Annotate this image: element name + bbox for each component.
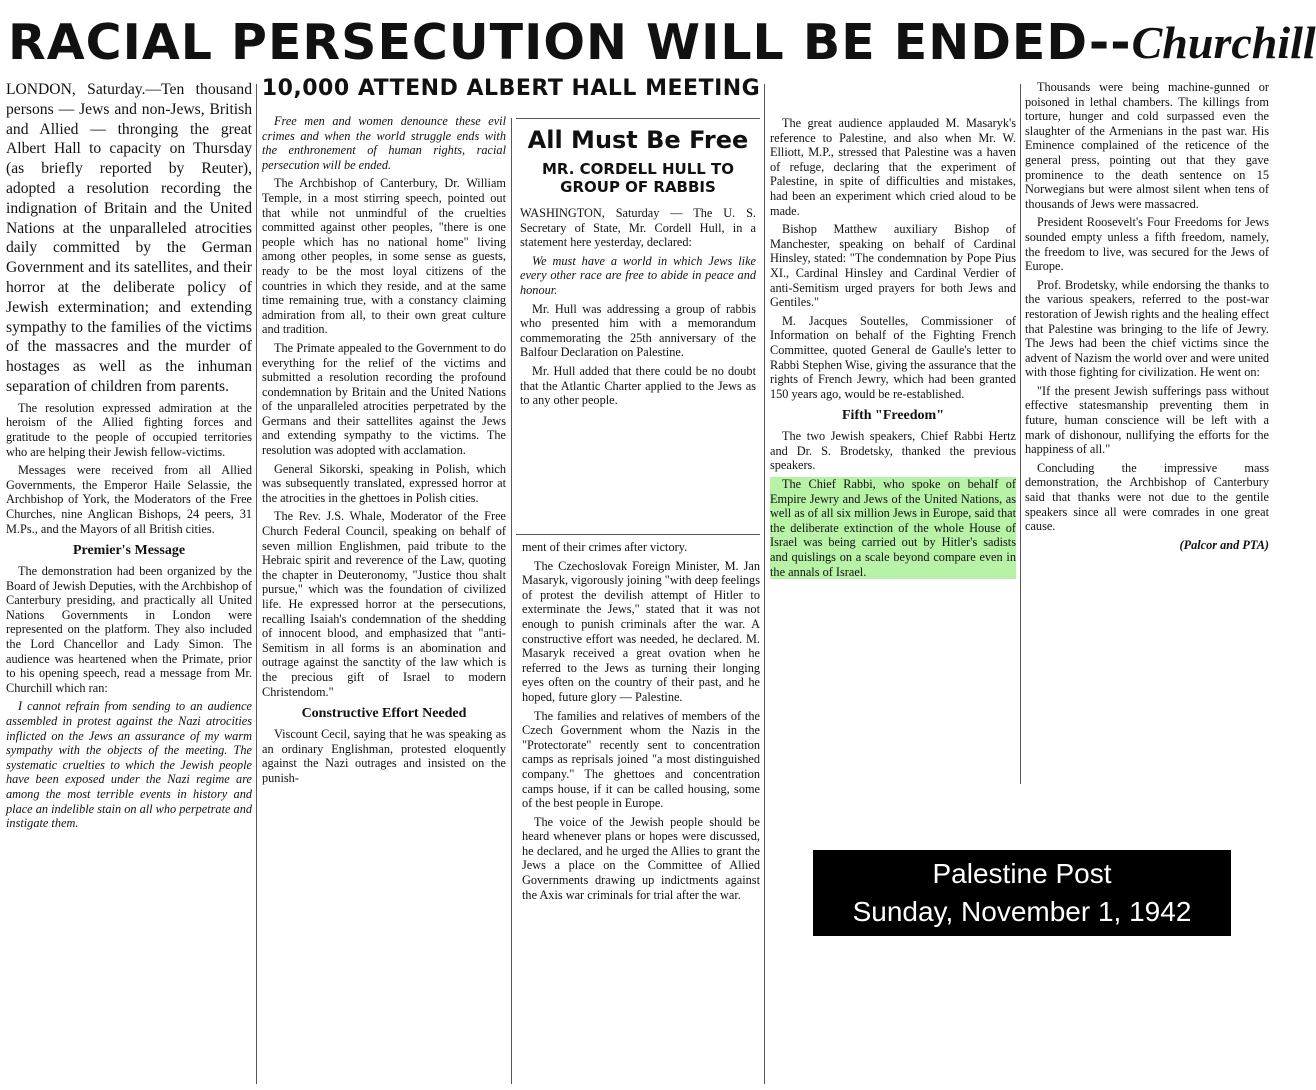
column-1 (6, 80, 252, 1086)
article-paragraph: Viscount Cecil, saying that he was speaking as an ordinary Englishman, protested eloquently against the Nazi outrages and insisted on the punish- (262, 727, 506, 785)
box-title: All Must Be Free (527, 126, 749, 154)
article-paragraph: Mr. Hull was addressing a group of rabbis who presented him with a memorandum commemorating the 25th anniversary of the Balfour Declaration on Palestine. (520, 301, 756, 360)
section-heading: Fifth "Freedom" (842, 408, 944, 424)
subheadline: 10,000 ATTEND ALBERT HALL MEETING (261, 76, 761, 101)
byline-credit: (Palcor and PTA) (1179, 537, 1269, 552)
caption-publication: Palestine Post (932, 858, 1112, 889)
column-rule (1020, 84, 1021, 784)
article-paragraph: ment of their crimes after victory. (522, 540, 688, 554)
article-paragraph: The demonstration had been organized by the Board of Jewish Deputies, with the Archbishop of Canterbury presiding, and practically all United Nations Governments in London were represented on the platform. They also included the Lord Chancellor and Lady Simon. The audience was heartened when the Primate, prior to his opening speech, read a message from Mr. Churchill which ran: (6, 564, 252, 695)
caption-box (813, 850, 1231, 936)
article-paragraph: The great audience applauded M. Masaryk's reference to Palestine, and also when Mr. W. Elliott, M.P., stressed that Palestine was a haven of refuge, declaring that the experiment of Palestine, in spite of difficulties and mistakes, had been an experiment which cried aloud to be made. (770, 116, 1016, 218)
article-paragraph: The two Jewish speakers, Chief Rabbi Hertz and Dr. S. Brodetsky, thanked the previous speakers. (770, 429, 1016, 473)
article-paragraph: The Archbishop of Canterbury, Dr. William Temple, in a most stirring speech, pointed out that while not unmindful of the cruelties committed against other peoples, "there is one people which has no national home" living among other peoples, in some sense as guests, ready to be the most loyal citizens of the countries in which they reside, and at the same time remaining true, with a constancy claiming admiration from all, to their own great culture and tradition. (262, 176, 506, 337)
article-paragraph: The resolution expressed admiration at the heroism of the Allied fighting forces and gratitude to the people of occupied territories who are helping their Jewish fellow-victims. (6, 400, 252, 459)
article-paragraph: The voice of the Jewish people should be heard whenever plans or hopes were discussed, he declared, and he urged the Allies to grant the Jews a place on the Committee of Allied Governments drawing up indictments against the Axis war criminals for trial after the war. (522, 814, 760, 902)
column-rule (764, 84, 765, 1084)
article-paragraph: The Czechoslovak Foreign Minister, M. Jan Masaryk, vigorously joining "with deep feelings of protest the devilish attempt of Hitler to exterminate the Jews," stated that it was not enough to punish criminals after the war. A constructive effort was needed, he declared. M. Masaryk received a great ovation when he referred to the Jews as turning their longing eyes often on the country of their past, and he hoped, future glory — Palestine. (522, 558, 760, 704)
column-3 (522, 540, 760, 1086)
article-paragraph: Concluding the impressive mass demonstration, the Archbishop of Canterbury said that thanks were not due to the gentile speakers since all were comrades in one great cause. (1025, 460, 1269, 534)
section-heading: Premier's Message (72, 543, 186, 559)
article-paragraph: Prof. Brodetsky, while endorsing the thanks to the various speakers, referred to the post-war restoration of Jewish rights and the healing effect that Palestine was bringing to the life of Jewry. The Jews had been the chief victims since the advent of Nazism the world over and were united with those fighting for civilization. He went on: (1025, 277, 1269, 380)
column-5 (1025, 80, 1269, 790)
caption-date: Sunday, November 1, 1942 (852, 896, 1192, 927)
column-rule (511, 118, 512, 1084)
churchill-message: I cannot refrain from sending to an audience assembled in protest against the Nazi atrocities inflicted on the Jews an assurance of my warm sympathy with the objects of the meeting. The systematic cruelties to which the Jewish people have been exposed under the Nazi regime are among the most terrible events in history and place an indelible stain on all who perpetrate and instigate them. (6, 699, 252, 831)
hull-quote: We must have a world in which Jews like every other race are free to abide in peace and honour. (520, 253, 756, 297)
box-subtitle: MR. CORDELL HULL TO GROUP OF RABBIS (541, 160, 735, 196)
article-paragraph: "If the present Jewish sufferings pass without effective statesmanship preventing them in future, human conscience will be left with a mark of dishonour, nullifying the efforts for the happiness of all." (1025, 383, 1269, 457)
column-2 (262, 114, 506, 1086)
headline (8, 14, 1316, 78)
article-paragraph: The Rev. J.S. Whale, Moderator of the Free Church Federal Council, speaking on behalf of seven million Englishmen, paid tribute to the Hebraic spirit and reverence of the Law, quoting the chapter in Deuteronomy, "Justice thou shalt pursue," which was the foundation of civilized life. He expressed horror at the persecutions, recalling Isaiah's condemnation of the shedding of innocent blood, and emphasized that "anti-Semitism in all forms is an abomination and outrage against the sanctity of the law which is the precious gift of Israel to modern Christendom." (262, 509, 506, 699)
article-paragraph: The Primate appealed to the Government to do everything for the relief of the victims and submitted a resolution recording the profound condemnation by Britain and the United Nations of the unparalleled atrocities perpetrated by the Germans and their sattellites against the Jews and extending sympathy to the victims. The resolution was adopted with acclamation. (262, 340, 506, 458)
article-paragraph: General Sikorski, speaking in Polish, which was subsequently translated, expressed horror at the atrocities in the ghettoes in Polish cities. (262, 461, 506, 505)
highlighted-paragraph: The Chief Rabbi, who spoke on behalf of Empire Jewry and Jews of the United Nations, as well as of all six million Jews in Europe, said that the deliberate extinction of the whole House of Israel was being carried out by Hitler's sadists and quislings on a scale beyond compare even in the annals of Israel. (770, 477, 1016, 579)
article-paragraph: Bishop Matthew auxiliary Bishop of Manchester, speaking on behalf of Cardinal Hinsley, stated: "The condemnation by Pope Pius XI., Cardinal Hinsley and Cardinal Verdier of anti-Semitism urged prayers for both Jews and Gentiles." (770, 222, 1016, 310)
article-paragraph: LONDON, Saturday.—Ten thousand persons — Jews and non-Jews, British and Allied — thronging the great Albert Hall to capacity on Thursday (as briefly reported by Reuter), adopted a resolution recording the indignation of Britain and the United Nations at the unparalleled atrocities daily committed by the German Government and its satellites, and their horror at the deliberate policy of Jewish extermination; and extending sympathy to the families of the victims of the massacres and the murder of hostages as well as the inhuman separation of children from parents. (6, 81, 252, 395)
article-paragraph: President Roosevelt's Four Freedoms for Jews sounded empty unless a fifth freedom, namely, the freedom to live, was secured for the Jews of Europe. (1025, 215, 1269, 274)
hull-box (520, 118, 756, 532)
article-paragraph: M. Jacques Soutelles, Commissioner of Information on behalf of the Fighting French Committee, quoted General de Gaulle's letter to Rabbi Stephen Wise, giving the assurance that the rights of French Jewry, which had been granted 150 years ago, would be re-established. (770, 313, 1016, 401)
article-paragraph: Thousands were being machine-gunned or poisoned in lethal chambers. The killings from torture, hunger and cold surpassed even the slaughter of the Armenians in the past war. His Eminence complained of the reticence of the general press, pointing out that they gave prominence to the death sentence on 15 Norwegians but were almost silent when tens of thousands of Jews were massacred. (1025, 80, 1269, 211)
column-4 (770, 116, 1016, 786)
box-rule-bottom (516, 534, 760, 535)
headline-byline: Churchill (1131, 17, 1316, 68)
article-paragraph: The families and relatives of members of the Czech Government whom the Nazis in the "Protectorate" recently sent to concentration camps as reprisals joined "a most distinguished company." The ghettoes and concentration camps house, if it can be called housing, some of the best people in Europe. (522, 708, 760, 811)
article-paragraph: WASHINGTON, Saturday — The U. S. Secretary of State, Mr. Cordell Hull, in a statement here yesterday, declared: (520, 206, 756, 250)
article-paragraph: Free men and women denounce these evil crimes and when the world struggle ends with the enthronement of human rights, racial persecution will be ended. (262, 114, 506, 172)
headline-main: RACIAL PERSECUTION WILL BE ENDED-- (8, 14, 1132, 71)
column-rule (256, 84, 257, 1084)
section-heading: Constructive Effort Needed (301, 706, 467, 722)
article-paragraph: Mr. Hull added that there could be no doubt that the Atlantic Charter applied to the Jews as to any other people. (520, 363, 756, 408)
article-paragraph: Messages were received from all Allied Governments, the Emperor Haile Selassie, the Archbishop of York, the Moderators of the Free Churches, nine Anglican Bishops, 24 peers, 31 M.Ps., and the Mayors of all British cities. (6, 463, 252, 536)
